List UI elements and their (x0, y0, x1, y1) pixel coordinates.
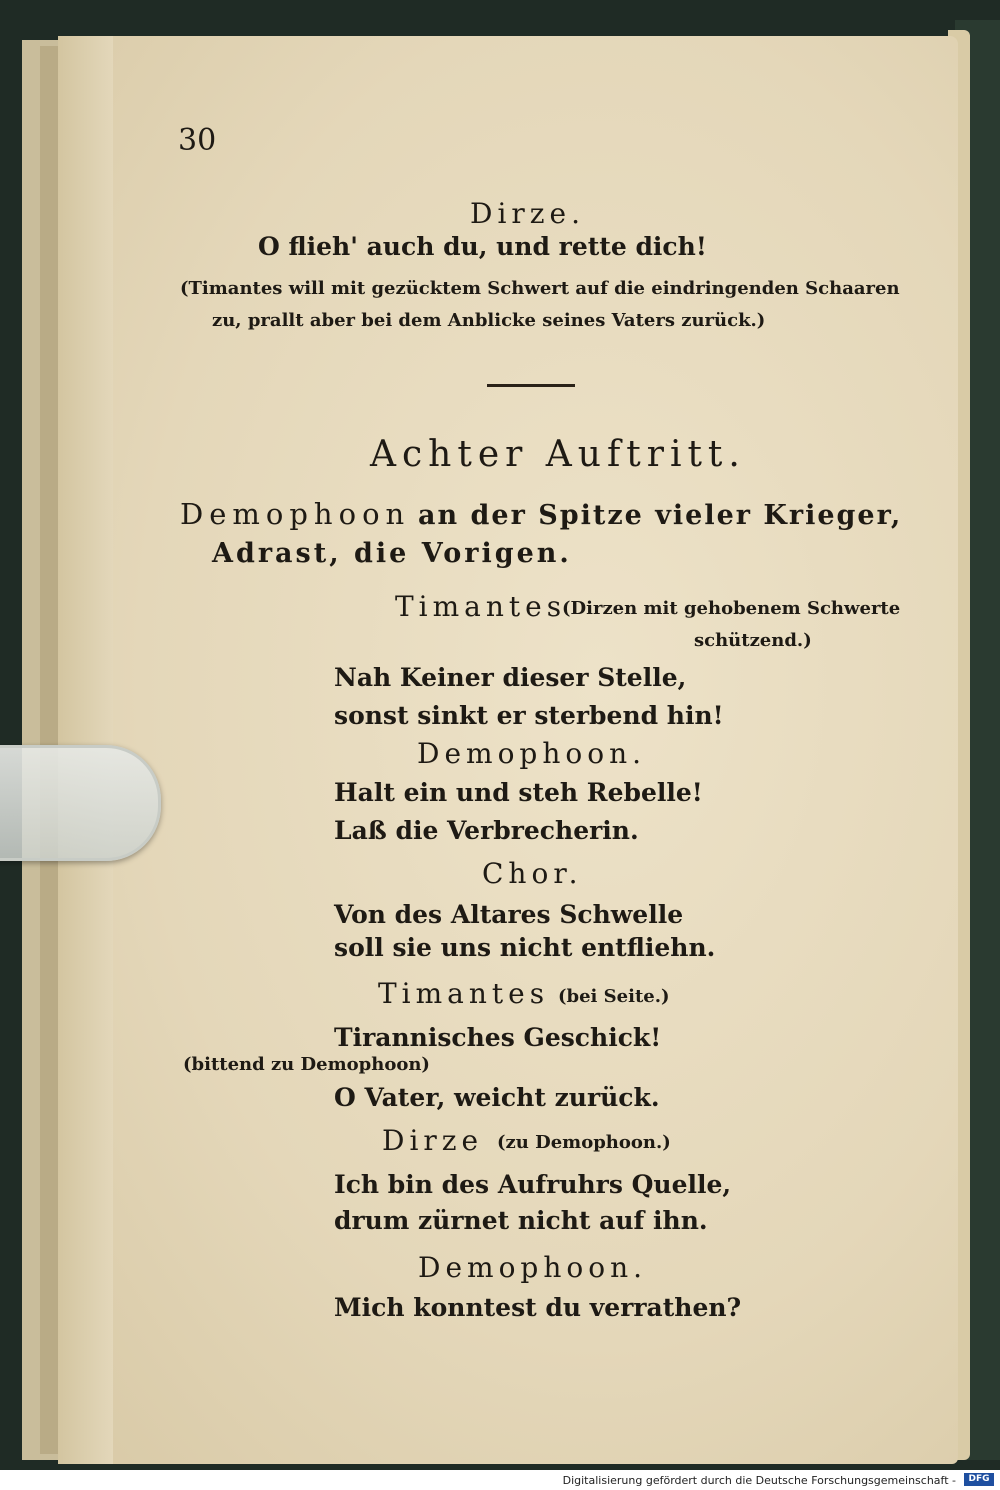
verse-line: Nah Keiner dieser Stelle, (334, 663, 687, 692)
stage-direction: (bittend zu Demophoon) (183, 1054, 430, 1075)
speaker-dirze: Dirze. (470, 197, 586, 230)
speaker-demophoon: Demophoon. (417, 737, 647, 770)
speaker-demophoon: Demophoon. (418, 1251, 648, 1284)
verse-line: sonst sinkt er sterbend hin! (334, 701, 724, 730)
verse-line: Mich konntest du verrathen? (334, 1293, 742, 1322)
stage-direction: (Dirzen mit gehobenem Schwerte (562, 598, 901, 619)
verse-line: drum zürnet nicht auf ihn. (334, 1206, 708, 1235)
cast-list: Adrast, die Vorigen. (212, 538, 572, 569)
stage-direction: schützend.) (694, 630, 812, 651)
verse-line: Laß die Verbrecherin. (334, 816, 639, 845)
speaker-dirze: Dirze (382, 1124, 484, 1157)
stage-direction: (zu Demophoon.) (497, 1132, 671, 1153)
speaker-timantes: Timantes (378, 977, 550, 1010)
page-holder-clip (0, 745, 161, 861)
verse-line: Halt ein und steh Rebelle! (334, 778, 703, 807)
verse-line: Tirannisches Geschick! (334, 1023, 662, 1052)
speaker-timantes: Timantes (395, 590, 567, 623)
page-number: 30 (178, 123, 217, 158)
verse-line: soll sie uns nicht entfliehn. (334, 933, 716, 962)
footer-bar (0, 1470, 1000, 1490)
verse-line: Von des Altares Schwelle (334, 900, 684, 929)
dfg-logo: DFG (964, 1473, 994, 1486)
verse-line: Ich bin des Aufruhrs Quelle, (334, 1170, 732, 1199)
verse-line: O flieh' auch du, und rette dich! (258, 232, 707, 261)
section-divider (487, 384, 575, 387)
scene-title: Achter Auftritt. (370, 434, 746, 475)
stage-direction: zu, prallt aber bei dem Anblicke seines Vaters zurück.) (212, 310, 766, 331)
cast-description: an der Spitze vieler Krieger, (418, 500, 903, 531)
stage-direction: (bei Seite.) (558, 986, 670, 1007)
stage-direction: (Timantes will mit gezücktem Schwert auf die eindringenden Schaaren (180, 278, 900, 299)
speaker-chor: Chor. (482, 857, 583, 890)
cast-name: Demophoon (180, 497, 411, 531)
verse-line: O Vater, weicht zurück. (334, 1083, 660, 1112)
funding-note: Digitalisierung gefördert durch die Deutsche Forschungsgemeinschaft - (562, 1474, 956, 1487)
